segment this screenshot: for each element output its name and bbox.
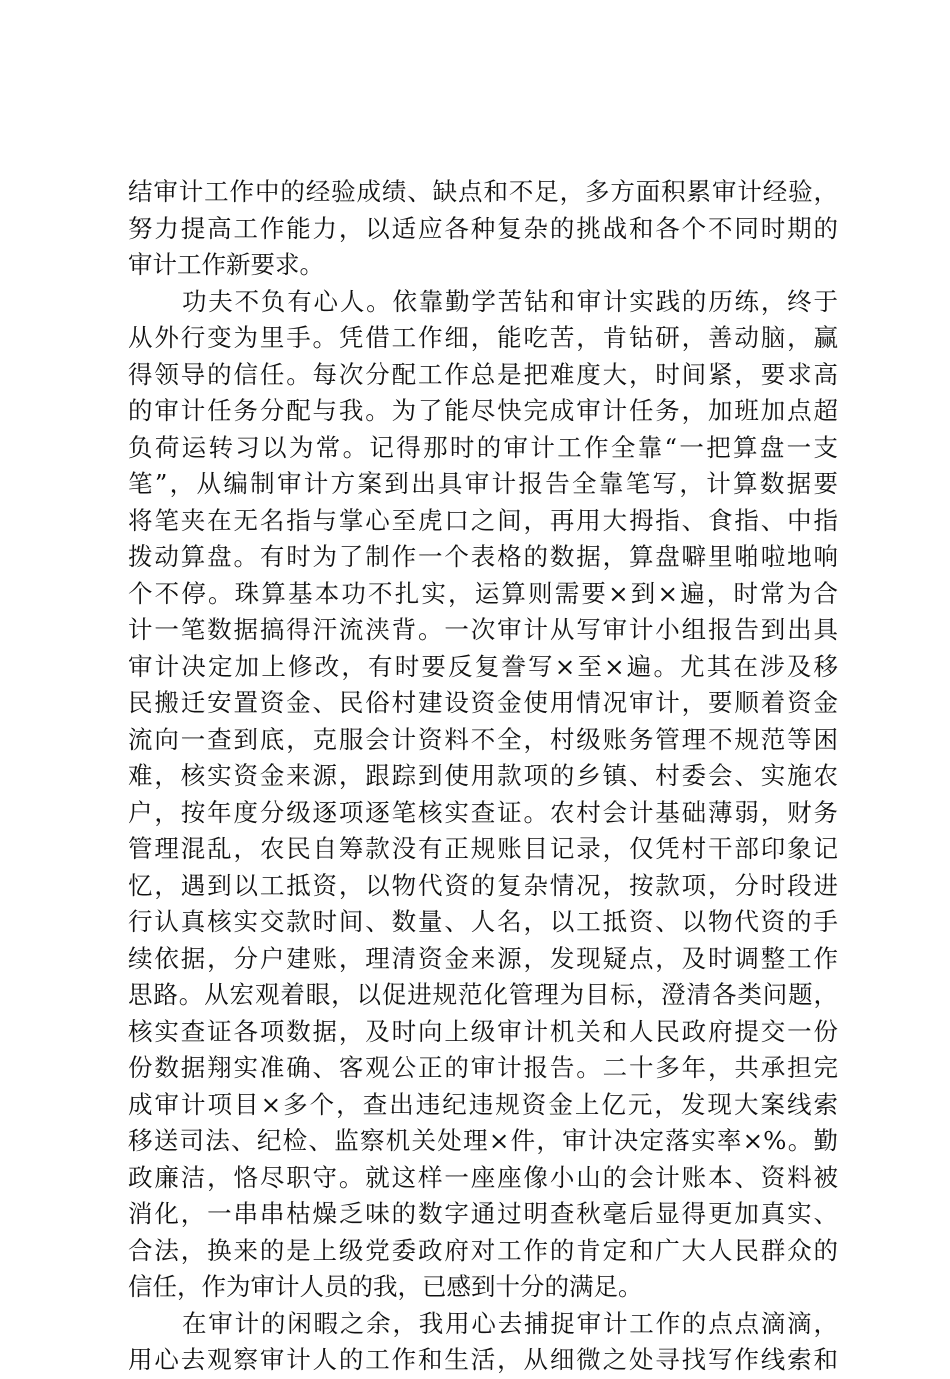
text-line: 负荷运转习以为常。记得那时的审计工作全靠“一把算盘一支 xyxy=(128,432,838,462)
text-line: 个不停。珠算基本功不扎实，运算则需要×到×遍，时常为合 xyxy=(128,578,838,608)
text-line: 核实查证各项数据，及时向上级审计机关和人民政府提交一份 xyxy=(128,1016,838,1046)
text-line: 思路。从宏观着眼，以促进规范化管理为目标，澄清各类问题， xyxy=(128,980,838,1009)
text-line: 的审计任务分配与我。为了能尽快完成审计任务，加班加点超 xyxy=(128,396,838,425)
text-line: 移送司法、纪检、监察机关处理×件，审计决定落实率×%。勤 xyxy=(128,1126,838,1155)
text-line: 笔”，从编制审计方案到出具审计报告全靠笔写，计算数据要 xyxy=(128,469,838,498)
text-line: 流向一查到底，克服会计资料不全，村级账务管理不规范等困 xyxy=(128,724,838,754)
body-text xyxy=(128,174,838,1379)
text-line: 用心去观察审计人的工作和生活，从细微之处寻找写作线索和 xyxy=(128,1345,838,1374)
text-line: 续依据，分户建账，理清资金来源，发现疑点，及时调整工作 xyxy=(128,943,838,973)
text-line: 计一笔数据搞得汗流浃背。一次审计从写审计小组报告到出具 xyxy=(128,615,838,644)
text-line: 将笔夹在无名指与掌心至虎口之间，再用大拇指、食指、中指 xyxy=(128,505,838,535)
text-line: 合法，换来的是上级党委政府对工作的肯定和广大人民群众的 xyxy=(128,1235,838,1265)
text-line: 忆，遇到以工抵资，以物代资的复杂情况，按款项，分时段进 xyxy=(128,870,838,900)
text-line: 审计决定加上修改，有时要反复誊写×至×遍。尤其在涉及移 xyxy=(128,651,838,681)
text-line: 拨动算盘。有时为了制作一个表格的数据，算盘噼里啪啦地响 xyxy=(128,542,838,571)
text-line: 努力提高工作能力，以适应各种复杂的挑战和各个不同时期的 xyxy=(128,213,838,243)
text-line: 审计工作新要求。 xyxy=(128,250,324,279)
text-line: 从外行变为里手。凭借工作细，能吃苦，肯钻研，善动脑，赢 xyxy=(128,323,838,352)
text-line: 份数据翔实准确、客观公正的审计报告。二十多年，共承担完 xyxy=(128,1053,838,1082)
paragraph-first-line: 功夫不负有心人。依靠勤学苦钻和审计实践的历练，终于 xyxy=(182,286,838,316)
text-line: 成审计项目×多个，查出违纪违规资金上亿元，发现大案线索 xyxy=(128,1089,838,1119)
text-line: 政廉洁，恪尽职守。就这样一座座像小山的会计账本、资料被 xyxy=(128,1162,838,1192)
text-line: 消化，一串串枯燥乏味的数字通过明查秋毫后显得更加真实、 xyxy=(128,1199,838,1228)
paragraph-first-line: 在审计的闲暇之余，我用心去捕捉审计工作的点点滴滴， xyxy=(182,1308,838,1338)
text-line: 行认真核实交款时间、数量、人名，以工抵资、以物代资的手 xyxy=(128,907,838,936)
text-line: 民搬迁安置资金、民俗村建设资金使用情况审计，要顺着资金 xyxy=(128,688,838,717)
text-line: 得领导的信任。每次分配工作总是把难度大，时间紧，要求高 xyxy=(128,359,838,389)
text-line: 户，按年度分级逐项逐笔核实查证。农村会计基础薄弱，财务 xyxy=(128,797,838,827)
text-line: 结审计工作中的经验成绩、缺点和不足，多方面积累审计经验， xyxy=(128,177,838,206)
text-line: 难，核实资金来源，跟踪到使用款项的乡镇、村委会、实施农 xyxy=(128,761,838,790)
text-line: 管理混乱，农民自筹款没有正规账目记录，仅凭村干部印象记 xyxy=(128,834,838,863)
text-line: 信任，作为审计人员的我，已感到十分的满足。 xyxy=(128,1272,643,1301)
